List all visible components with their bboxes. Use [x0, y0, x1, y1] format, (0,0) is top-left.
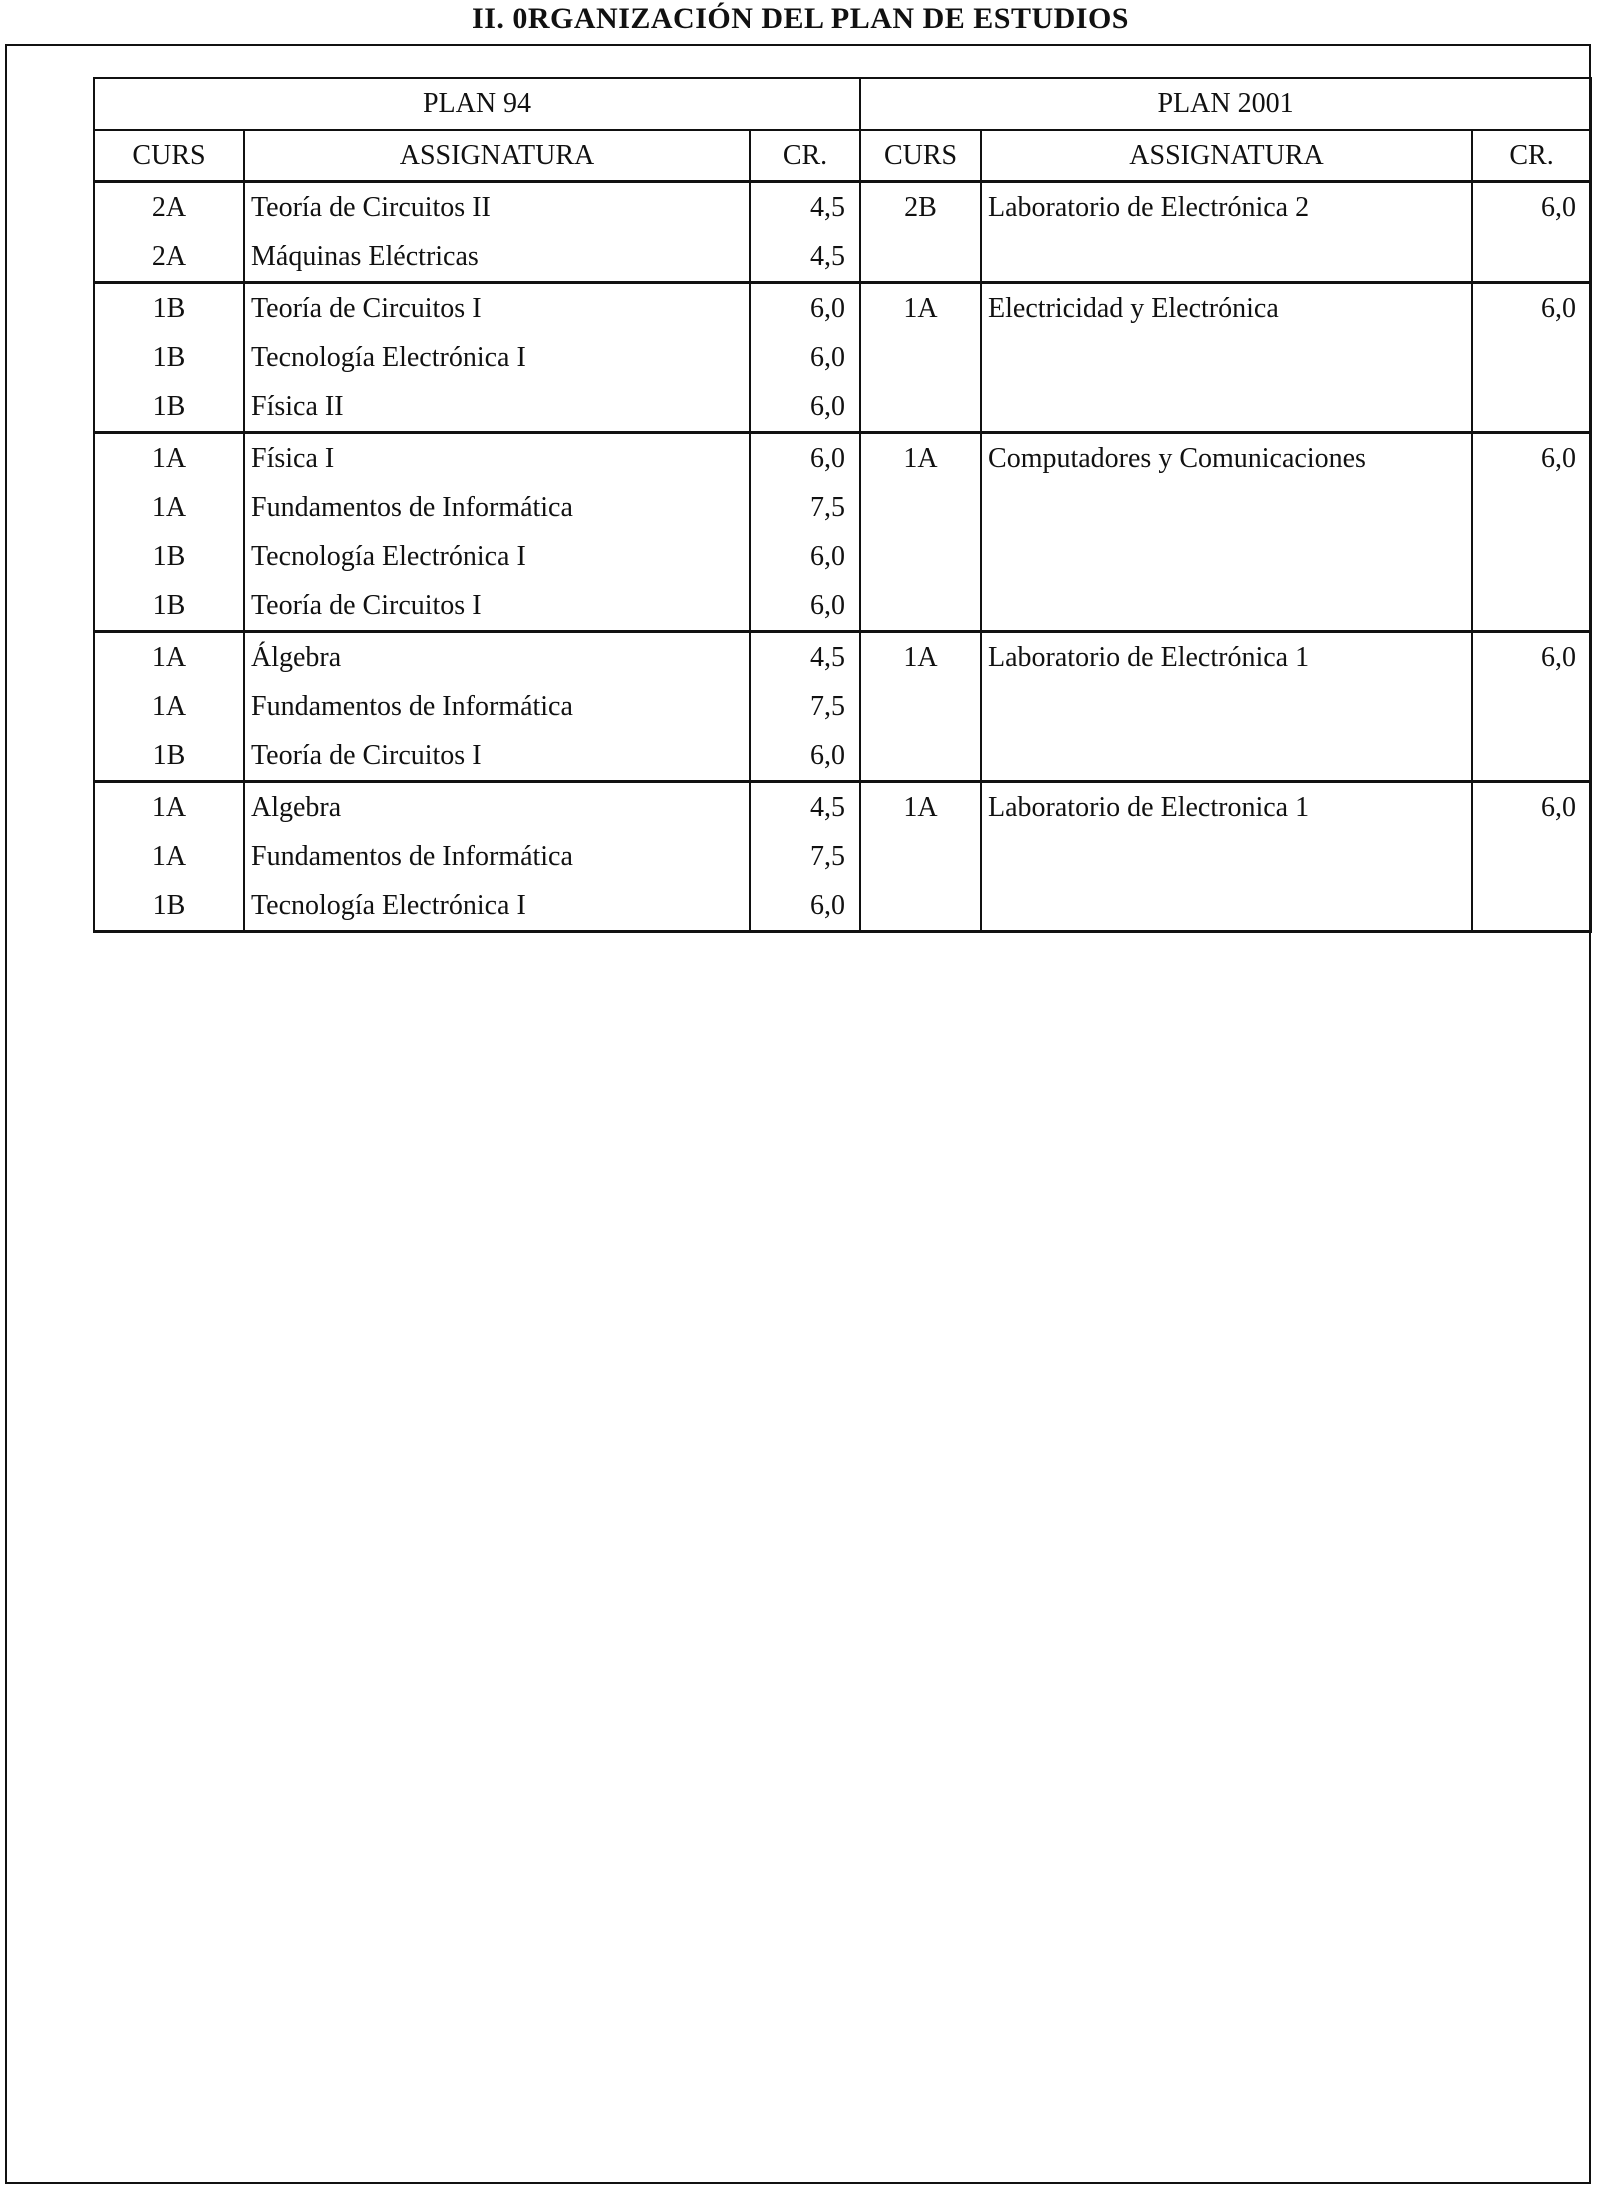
old-cr-cell: 4,5 [750, 182, 860, 233]
col-header-cr: CR. [750, 130, 860, 182]
table-row [94, 182, 1591, 233]
old-assignatura-cell: Álgebra [244, 632, 750, 683]
old-cr-cell: 7,5 [750, 682, 860, 731]
old-cr-cell: 6,0 [750, 333, 860, 382]
old-assignatura-cell: Tecnología Electrónica I [244, 881, 750, 932]
old-assignatura-cell: Fundamentos de Informática [244, 682, 750, 731]
plan-94-header: PLAN 94 [94, 78, 860, 130]
old-cr-cell: 6,0 [750, 433, 860, 484]
table-row [94, 632, 1591, 683]
old-assignatura-cell: Tecnología Electrónica I [244, 333, 750, 382]
old-curs-cell: 1B [94, 283, 244, 334]
plan-2001-header: PLAN 2001 [860, 78, 1591, 130]
old-assignatura-cell: Teoría de Circuitos II [244, 182, 750, 233]
old-curs-cell: 1A [94, 832, 244, 881]
new-curs-cell: 2B [860, 182, 981, 283]
old-curs-cell: 1B [94, 731, 244, 782]
old-curs-cell: 1A [94, 433, 244, 484]
old-curs-cell: 1B [94, 581, 244, 632]
old-cr-cell: 4,5 [750, 632, 860, 683]
col-header-cr: CR. [1472, 130, 1591, 182]
new-curs-cell: 1A [860, 782, 981, 932]
old-assignatura-cell: Fundamentos de Informática [244, 483, 750, 532]
old-curs-cell: 1A [94, 483, 244, 532]
old-cr-cell: 4,5 [750, 232, 860, 283]
table-row [94, 782, 1591, 833]
old-assignatura-cell: Teoría de Circuitos I [244, 731, 750, 782]
new-assignatura-cell: Laboratorio de Electrónica 1 [981, 632, 1472, 782]
old-curs-cell: 1B [94, 382, 244, 433]
old-cr-cell: 7,5 [750, 832, 860, 881]
old-cr-cell: 6,0 [750, 532, 860, 581]
new-assignatura-cell: Laboratorio de Electronica 1 [981, 782, 1472, 932]
new-cr-cell: 6,0 [1472, 632, 1591, 782]
old-assignatura-cell: Algebra [244, 782, 750, 833]
old-curs-cell: 1A [94, 682, 244, 731]
new-assignatura-cell: Laboratorio de Electrónica 2 [981, 182, 1472, 283]
old-curs-cell: 2A [94, 182, 244, 233]
old-assignatura-cell: Fundamentos de Informática [244, 832, 750, 881]
old-assignatura-cell: Máquinas Eléctricas [244, 232, 750, 283]
table-row [94, 283, 1591, 334]
col-header-curs: CURS [94, 130, 244, 182]
old-cr-cell: 6,0 [750, 881, 860, 932]
new-curs-cell: 1A [860, 632, 981, 782]
table-row [94, 433, 1591, 484]
col-header-assignatura: ASSIGNATURA [244, 130, 750, 182]
new-curs-cell: 1A [860, 283, 981, 433]
old-curs-cell: 1A [94, 782, 244, 833]
new-assignatura-cell: Computadores y Comunicaciones [981, 433, 1472, 632]
table-body [94, 182, 1591, 932]
old-cr-cell: 6,0 [750, 581, 860, 632]
old-curs-cell: 1B [94, 333, 244, 382]
old-assignatura-cell: Teoría de Circuitos I [244, 283, 750, 334]
new-cr-cell: 6,0 [1472, 433, 1591, 632]
old-assignatura-cell: Física II [244, 382, 750, 433]
old-cr-cell: 6,0 [750, 382, 860, 433]
new-cr-cell: 6,0 [1472, 182, 1591, 283]
new-cr-cell: 6,0 [1472, 283, 1591, 433]
col-header-assignatura: ASSIGNATURA [981, 130, 1472, 182]
equivalence-table [93, 77, 1592, 933]
old-assignatura-cell: Física I [244, 433, 750, 484]
old-assignatura-cell: Tecnología Electrónica I [244, 532, 750, 581]
old-cr-cell: 6,0 [750, 731, 860, 782]
old-cr-cell: 7,5 [750, 483, 860, 532]
col-header-curs: CURS [860, 130, 981, 182]
old-curs-cell: 2A [94, 232, 244, 283]
old-curs-cell: 1B [94, 881, 244, 932]
new-curs-cell: 1A [860, 433, 981, 632]
new-assignatura-cell: Electricidad y Electrónica [981, 283, 1472, 433]
old-assignatura-cell: Teoría de Circuitos I [244, 581, 750, 632]
old-curs-cell: 1B [94, 532, 244, 581]
old-curs-cell: 1A [94, 632, 244, 683]
new-cr-cell: 6,0 [1472, 782, 1591, 932]
page-title: II. 0RGANIZACIÓN DEL PLAN DE ESTUDIOS [472, 2, 1129, 35]
old-cr-cell: 6,0 [750, 283, 860, 334]
old-cr-cell: 4,5 [750, 782, 860, 833]
